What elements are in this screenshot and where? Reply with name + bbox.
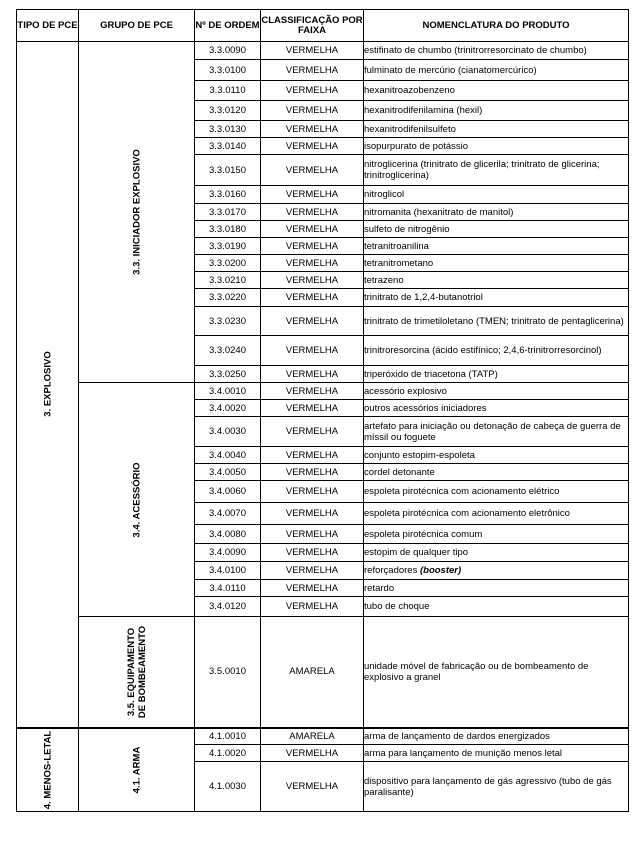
row-ordem: 3.4.0030 (195, 417, 261, 447)
grupo-arma-label: 4.1. ARMA (131, 746, 142, 794)
table-row (17, 617, 629, 728)
table-row (17, 728, 629, 745)
row-ordem: 3.4.0110 (195, 580, 261, 597)
row-nomenclatura: cordel detonante (364, 464, 629, 481)
row-nomenclatura: nitroglicol (364, 186, 629, 204)
row-classificacao: VERMELHA (261, 272, 364, 289)
row-ordem: 3.3.0160 (195, 186, 261, 204)
row-classificacao: VERMELHA (261, 447, 364, 464)
row-classificacao: VERMELHA (261, 186, 364, 204)
tipo-explosivo-label: 3. EXPLOSIVO (42, 351, 53, 417)
row-classificacao: VERMELHA (261, 544, 364, 562)
header-classificacao: CLASSIFICAÇÃO POR FAIXA (261, 10, 364, 42)
row-ordem: 3.4.0040 (195, 447, 261, 464)
row-classificacao: VERMELHA (261, 255, 364, 272)
row-ordem: 3.4.0060 (195, 481, 261, 503)
row-classificacao: VERMELHA (261, 366, 364, 383)
row-nomenclatura: hexanitrodifenilamina (hexil) (364, 101, 629, 121)
row-nomenclatura: arma para lançamento de munição menos letal (364, 745, 629, 762)
row-ordem: 3.3.0170 (195, 204, 261, 221)
row-classificacao: AMARELA (261, 728, 364, 745)
header-nomenclatura: NOMENCLATURA DO PRODUTO (364, 10, 629, 42)
row-ordem: 3.3.0200 (195, 255, 261, 272)
row-nomenclatura: espoleta pirotécnica comum (364, 525, 629, 544)
row-classificacao: VERMELHA (261, 221, 364, 238)
row-nomenclatura (364, 562, 629, 580)
row-classificacao: VERMELHA (261, 383, 364, 400)
row-ordem: 3.4.0070 (195, 503, 261, 525)
row-ordem: 3.3.0130 (195, 121, 261, 138)
table-row (17, 42, 629, 60)
row-ordem: 3.3.0240 (195, 336, 261, 366)
row-nomenclatura: estopim de qualquer tipo (364, 544, 629, 562)
row-classificacao: VERMELHA (261, 81, 364, 101)
row-ordem: 3.3.0220 (195, 289, 261, 307)
row-classificacao: VERMELHA (261, 481, 364, 503)
row-classificacao: VERMELHA (261, 525, 364, 544)
row-classificacao: VERMELHA (261, 400, 364, 417)
row-ordem: 3.3.0120 (195, 101, 261, 121)
row-ordem: 3.3.0190 (195, 238, 261, 255)
row-nomenclatura: trinitrato de 1,2,4-butanotriol (364, 289, 629, 307)
row-ordem: 3.3.0140 (195, 138, 261, 155)
row-classificacao: VERMELHA (261, 417, 364, 447)
row-nomenclatura: espoleta pirotécnica com acionamento elétrico (364, 481, 629, 503)
grupo-iniciador-cell (79, 42, 195, 383)
row-classificacao: VERMELHA (261, 307, 364, 336)
row-ordem: 4.1.0010 (195, 728, 261, 745)
row-ordem: 3.4.0020 (195, 400, 261, 417)
row-ordem: 3.4.0090 (195, 544, 261, 562)
row-nomenclatura: isopurpurato de potássio (364, 138, 629, 155)
row-classificacao: VERMELHA (261, 597, 364, 617)
row-ordem: 3.4.0100 (195, 562, 261, 580)
grupo-equipamento-line2: DE BOMBEAMENTO (136, 625, 148, 718)
row-ordem: 4.1.0030 (195, 762, 261, 812)
row-classificacao: AMARELA (261, 617, 364, 728)
row-nomenclatura: fulminato de mercúrio (cianatomercúrico) (364, 60, 629, 81)
row-nomenclatura: acessório explosivo (364, 383, 629, 400)
row-classificacao: VERMELHA (261, 121, 364, 138)
row-nomenclatura: tetranitroanilina (364, 238, 629, 255)
row-nomenclatura: arma de lançamento de dardos energizados (364, 728, 629, 745)
row-nomenclatura: conjunto estopim-espoleta (364, 447, 629, 464)
row-ordem: 3.3.0230 (195, 307, 261, 336)
row-nomenclatura: nitromanita (hexanitrato de manitol) (364, 204, 629, 221)
row-classificacao: VERMELHA (261, 101, 364, 121)
tipo-explosivo-cell (17, 42, 79, 728)
row-classificacao: VERMELHA (261, 562, 364, 580)
pce-table (16, 9, 629, 812)
grupo-acessorio-label: 3.4. ACESSÓRIO (131, 461, 142, 538)
row-ordem: 3.3.0250 (195, 366, 261, 383)
row-classificacao: VERMELHA (261, 42, 364, 60)
row-nomenclatura: tubo de choque (364, 597, 629, 617)
row-ordem: 3.3.0100 (195, 60, 261, 81)
row-nomenclatura: estifinato de chumbo (trinitrorresorcinato de chumbo) (364, 42, 629, 60)
booster-term: (booster) (419, 565, 462, 576)
header-tipo: TIPO DE PCE (17, 10, 79, 42)
grupo-equipamento-label (126, 626, 148, 718)
row-nomenclatura: tetranitrometano (364, 255, 629, 272)
row-nomenclatura: retardo (364, 580, 629, 597)
row-classificacao: VERMELHA (261, 580, 364, 597)
row-classificacao: VERMELHA (261, 138, 364, 155)
grupo-equipamento-line1: 3.5. EQUIPAMENTO (125, 627, 137, 716)
row-nomenclatura: triperóxido de triacetona (TATP) (364, 366, 629, 383)
grupo-arma-cell (79, 728, 195, 812)
row-nomenclatura: artefato para iniciação ou detonação de cabeça de guerra de míssil ou foguete (364, 417, 629, 447)
grupo-iniciador-label: 3.3. INICIADOR EXPLOSIVO (131, 149, 142, 275)
row-ordem: 3.4.0010 (195, 383, 261, 400)
header-grupo: GRUPO DE PCE (79, 10, 195, 42)
row-classificacao: VERMELHA (261, 155, 364, 186)
row-ordem: 3.4.0080 (195, 525, 261, 544)
grupo-equipamento-cell (79, 617, 195, 728)
row-classificacao: VERMELHA (261, 503, 364, 525)
row-nomenclatura: sulfeto de nitrogênio (364, 221, 629, 238)
row-nomenclatura: hexanitrodifenilsulfeto (364, 121, 629, 138)
row-nomenclatura: espoleta pirotécnica com acionamento eletrônico (364, 503, 629, 525)
header-row (17, 10, 629, 42)
row-nomenclatura: hexanitroazobenzeno (364, 81, 629, 101)
row-nomenclatura: nitroglicerina (trinitrato de glicerila; trinitrato de glicerina; trinitroglicerina) (364, 155, 629, 186)
row-ordem: 3.3.0150 (195, 155, 261, 186)
header-ordem: Nº DE ORDEM (195, 10, 261, 42)
row-classificacao: VERMELHA (261, 762, 364, 812)
tipo-menos-letal-label: 4. MENOS-LETAL (42, 730, 53, 809)
row-ordem: 3.3.0110 (195, 81, 261, 101)
row-ordem: 3.3.0090 (195, 42, 261, 60)
row-ordem: 3.5.0010 (195, 617, 261, 728)
row-ordem: 4.1.0020 (195, 745, 261, 762)
row-classificacao: VERMELHA (261, 464, 364, 481)
row-classificacao: VERMELHA (261, 60, 364, 81)
row-nomenclatura: tetrazeno (364, 272, 629, 289)
row-ordem: 3.4.0050 (195, 464, 261, 481)
row-ordem: 3.3.0180 (195, 221, 261, 238)
row-nomenclatura: trinitroresorcina (ácido estifínico; 2,4,6-trinitrorresorcinol) (364, 336, 629, 366)
row-classificacao: VERMELHA (261, 745, 364, 762)
grupo-acessorio-cell (79, 383, 195, 617)
row-classificacao: VERMELHA (261, 204, 364, 221)
row-nomenclatura: unidade móvel de fabricação ou de bombeamento de explosivo a granel (364, 617, 629, 728)
row-nomenclatura: outros acessórios iniciadores (364, 400, 629, 417)
row-ordem: 3.4.0120 (195, 597, 261, 617)
row-nomenclatura: trinitrato de trimetiloletano (TMEN; trinitrato de pentaglicerina) (364, 307, 629, 336)
row-classificacao: VERMELHA (261, 289, 364, 307)
table-row (17, 383, 629, 400)
tipo-menos-letal-cell (17, 728, 79, 812)
row-classificacao: VERMELHA (261, 336, 364, 366)
row-ordem: 3.3.0210 (195, 272, 261, 289)
row-nomenclatura: dispositivo para lançamento de gás agressivo (tubo de gás paralisante) (364, 762, 629, 812)
row-nomenclatura-text: reforçadores (364, 565, 420, 576)
row-classificacao: VERMELHA (261, 238, 364, 255)
